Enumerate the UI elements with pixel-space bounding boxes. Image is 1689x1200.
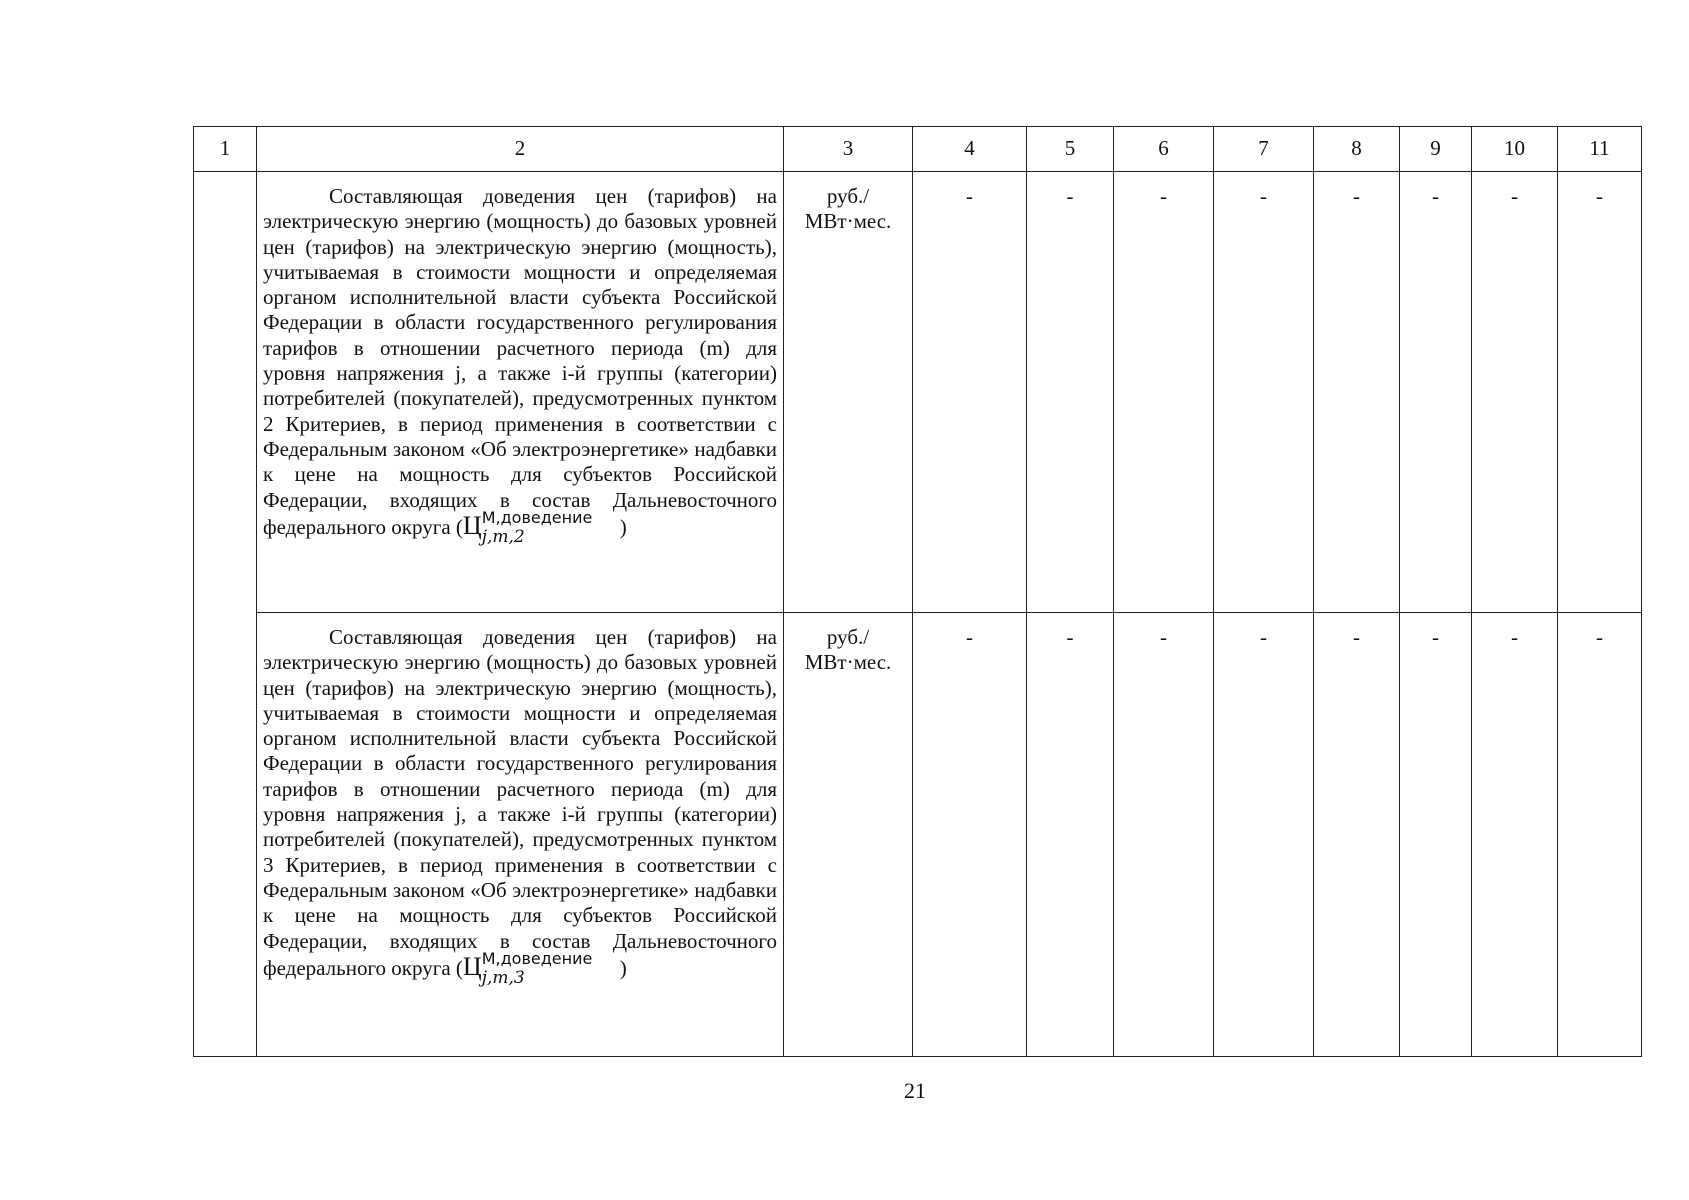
value-cell: - — [1314, 613, 1400, 1057]
value-cell: - — [1114, 172, 1214, 613]
value-cell: - — [1214, 613, 1314, 1057]
unit-cell: руб./ МВт·мес. — [784, 613, 913, 1057]
description-text: Составляющая доведения цен (тарифов) на электрическую энергию (мощность) до базовых уровней цен (тарифов) на электрическую энергию (мощность), учитываемая в стоимости мощности и определяемая органом исполнительной власти субъекта Российской Федерации в области государственного регулирования тарифов в отношении расчетного периода (m) для уровня напряжения j, а также i-й группы (категории) потребителей (покупателей), предусмотренных пунктом 2 Критериев, в период применения в соответствии с Федеральным законом «Об электроэнергетике» надбавки к цене на мощность для субъектов Российской Федерации, входящих в состав Дальневосточного федерального округа (Ц М,доведение j,m,2 ) — [257, 172, 783, 553]
column-header-10: 10 — [1472, 127, 1558, 172]
column-header-11: 11 — [1558, 127, 1642, 172]
column-header-4: 4 — [913, 127, 1027, 172]
page-number: 21 — [904, 1078, 926, 1103]
column-header-2: 2 — [257, 127, 784, 172]
value-cell: - — [913, 172, 1027, 613]
value-cell: - — [913, 613, 1027, 1057]
column-header-3: 3 — [784, 127, 913, 172]
table-row — [194, 613, 1642, 1057]
column-header-9: 9 — [1400, 127, 1472, 172]
value-cell: - — [1214, 172, 1314, 613]
value-cell: - — [1558, 172, 1642, 613]
value-cell: - — [1314, 172, 1400, 613]
value-cell: - — [1027, 613, 1114, 1057]
column-header-8: 8 — [1314, 127, 1400, 172]
value-cell: - — [1114, 613, 1214, 1057]
formula-superscript: М,доведение — [481, 948, 593, 968]
column-header-6: 6 — [1114, 127, 1214, 172]
value-cell: - — [1558, 613, 1642, 1057]
header-row — [194, 127, 1642, 172]
column-header-7: 7 — [1214, 127, 1314, 172]
formula-symbol: Ц — [462, 951, 482, 981]
tariff-table — [193, 126, 1642, 1057]
column-header-5: 5 — [1027, 127, 1114, 172]
value-cell: - — [1472, 172, 1558, 613]
column-header-1: 1 — [194, 127, 257, 172]
unit-cell: руб./ МВт·мес. — [784, 172, 913, 613]
description-cell — [257, 172, 784, 613]
value-cell: - — [1400, 172, 1472, 613]
value-cell: - — [1027, 172, 1114, 613]
value-cell: - — [1472, 613, 1558, 1057]
value-cell: - — [1400, 613, 1472, 1057]
formula: (Ц М,доведение j,m,2 ) — [456, 513, 627, 553]
formula-symbol: Ц — [462, 510, 482, 540]
description-cell — [257, 613, 784, 1057]
formula-subscript: j,m,2 — [481, 526, 525, 547]
row-number-cell — [194, 172, 257, 1057]
formula-superscript: М,доведение — [481, 507, 593, 527]
formula: (Ц М,доведение j,m,3 ) — [456, 954, 627, 994]
description-text: Составляющая доведения цен (тарифов) на электрическую энергию (мощность) до базовых уровней цен (тарифов) на электрическую энергию (мощность), учитываемая в стоимости мощности и определяемая органом исполнительной власти субъекта Российской Федерации в области государственного регулирования тарифов в отношении расчетного периода (m) для уровня напряжения j, а также i-й группы (категории) потребителей (покупателей), предусмотренных пунктом 3 Критериев, в период применения в соответствии с Федеральным законом «Об электроэнергетике» надбавки к цене на мощность для субъектов Российской Федерации, входящих в состав Дальневосточного федерального округа (Ц М,доведение j,m,3 ) — [257, 613, 783, 994]
formula-subscript: j,m,3 — [481, 967, 525, 988]
table-row — [194, 172, 1642, 613]
